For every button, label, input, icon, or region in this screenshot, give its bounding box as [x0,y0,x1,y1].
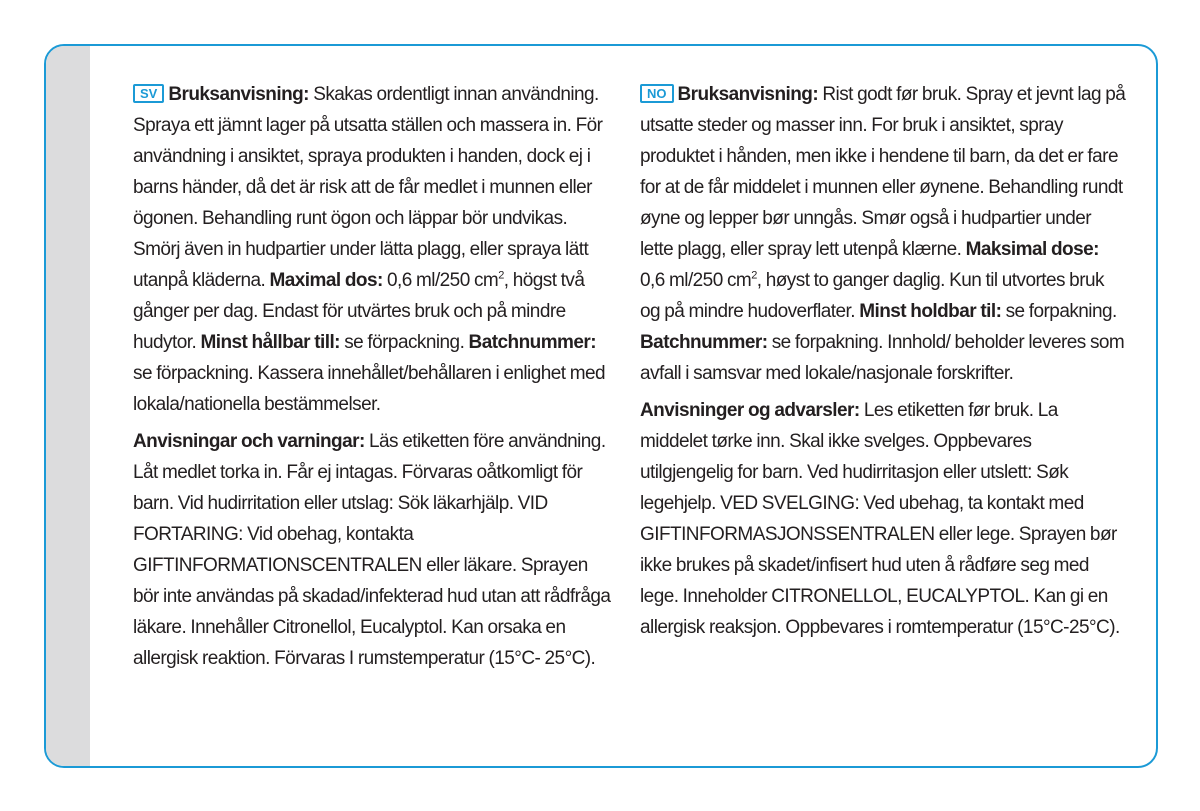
no-maxdose-text: , høyst to ganger daglig. Kun til utvortes bruk og på mindre hudoverflater. [640,270,1104,322]
swedish-column [133,79,613,680]
no-warnings-heading: Anvisninger og advarsler: [640,400,860,421]
no-bestbefore-heading: Minst holdbar til: [859,301,1002,322]
no-maxdose-heading: Maksimal dose: [965,239,1099,260]
sv-usage-heading: Bruksanvisning: [168,84,309,105]
sv-maxdose-superscript: 2 [498,269,504,282]
no-batch-heading: Batchnummer: [640,332,768,353]
sv-batch-heading: Batchnummer: [468,332,597,353]
sv-maxdose-value: 0,6 ml/250 cm [387,270,499,291]
sv-warnings-paragraph [133,426,613,674]
sv-bestbefore-text: se förpackning. [344,332,465,353]
norwegian-column [640,79,1126,649]
sv-language-badge: SV [133,84,164,103]
sv-warnings-text: Läs etiketten före användning. Låt medlet torka in. Får ej intagas. Förvaras oåtkomligt för barn. Vid hudirritation eller utslag: Sök läkarhjälp. VID FORTARING: Vid obehag, kontakta GIFTINFORMATIONSCENTRALEN eller läkare. Sprayen bör inte användas på skadad/infekterad hud utan att rådfråga läkare. Innehåller Citronellol, Eucalyptol. Kan orsaka en allergisk reaktion. Förvaras I rumstemperatur (15°C- 25°C). [133,431,611,669]
side-strip [46,46,90,766]
no-usage-heading: Bruksanvisning: [677,84,819,105]
no-maxdose-value: 0,6 ml/250 cm [640,270,752,291]
no-usage-paragraph [640,79,1126,389]
no-usage-text: Rist godt før bruk. Spray et jevnt lag på utsatte steder og masser inn. For bruk i ansiktet, spray produktet i hånden, men ikke i hendene til barn, da det er fare for at de får middelet i munnen eller øynene. Behandling rundt øyne og lepper bør unngås. Smør også i hudpartier under lette plagg, eller spray lett utenpå klærne. [640,84,1126,260]
sv-usage-paragraph [133,79,613,420]
no-warnings-paragraph [640,395,1126,643]
sv-batch-text: se förpackning. Kassera innehållet/behållaren i enlighet med lokala/nationella bestämmelser. [133,363,606,415]
no-bestbefore-text: se forpakning. [1005,301,1117,322]
label-card [44,44,1158,768]
no-batch-text: se forpakning. Innhold/ beholder leveres som avfall i samsvar med lokale/nasjonale forskrifter. [640,332,1125,384]
sv-usage-text: Skakas ordentligt innan användning. Spraya ett jämnt lager på utsatta ställen och massera in. För användning i ansiktet, spraya produkten i handen, dock ej i barns händer, då det är risk att de får medlet i munnen eller ögonen. Behandling runt ögon och läppar bör undvikas. Smörj även in hudpartier under lätta plagg, eller spraya lätt utanpå kläderna. [133,84,603,291]
sv-bestbefore-heading: Minst hållbar till: [200,332,340,353]
no-maxdose-superscript: 2 [751,269,757,282]
no-warnings-text: Les etiketten før bruk. La middelet tørke inn. Skal ikke svelges. Oppbevares utilgjengelig for barn. Ved hudirritasjon eller utslett: Søk legehjelp. VED SVELGING: Ved ubehag, ta kontakt med GIFTINFORMASJONSSENTRALEN eller lege. Sprayen bør ikke brukes på skadet/infisert hud uten å rådføre seg med lege. Inneholder CITRONELLOL, EUCALYPTOL. Kan gi en allergisk reaksjon. Oppbevares i romtemperatur (15°C-25°C). [640,400,1120,638]
sv-maxdose-text: , högst två gånger per dag. Endast för utvärtes bruk och på mindre hudytor. [133,270,585,353]
sv-maxdose-heading: Maximal dos: [269,270,383,291]
sv-warnings-heading: Anvisningar och varningar: [133,431,365,452]
no-language-badge: NO [640,84,674,103]
